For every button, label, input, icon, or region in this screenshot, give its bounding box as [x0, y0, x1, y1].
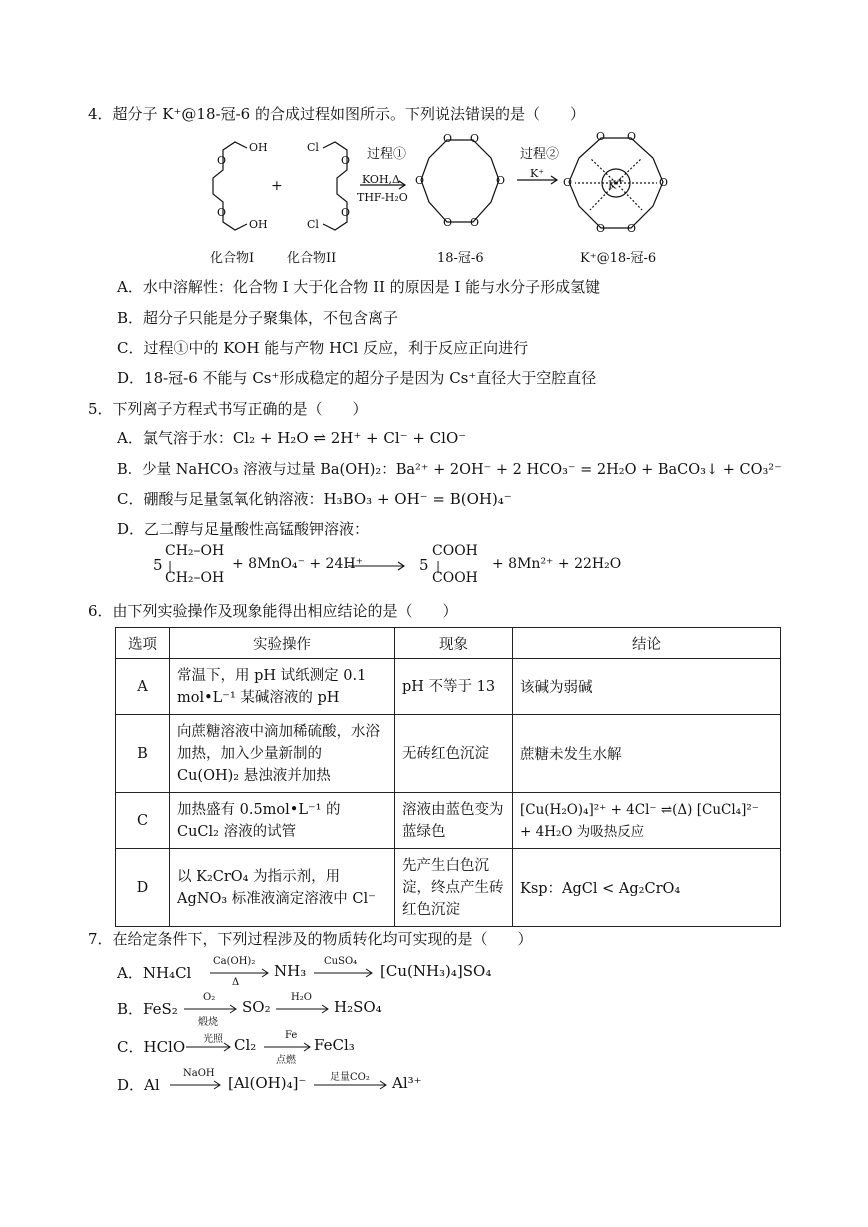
q5-option-d: D．乙二醇与足量酸性高锰酸钾溶液： — [117, 520, 370, 538]
label-compound-2: 化合物II — [287, 251, 337, 266]
q7-d-arrow1 — [170, 1080, 224, 1090]
table-cell: 常温下，用 pH 试纸测定 0.1 mol•L⁻¹ 某碱溶液的 pH — [170, 659, 395, 715]
label-18-crown-6: 18-冠-6 — [437, 251, 484, 266]
q7-a-s2: NH₃ — [274, 962, 307, 980]
q5-option-b: B．少量 NaHCO₃ 溶液与过量 Ba(OH)₂：Ba²⁺ + 2OH⁻ + 2 HCO₃⁻ = 2H₂O + BaCO₃↓ + CO₃²⁻ — [117, 462, 782, 478]
q5-option-c: C．硼酸与足量氢氧化钠溶液：H₃BO₃ + OH⁻ = B(OH)₄⁻ — [117, 490, 512, 508]
svg-text:O: O — [415, 174, 425, 187]
q7-b-s3: H₂SO₄ — [334, 998, 382, 1016]
q7-b-s2: SO₂ — [242, 998, 271, 1016]
step2-label: 过程② — [520, 147, 560, 162]
svg-text:Cl: Cl — [307, 141, 319, 154]
header-conclusion: 结论 — [513, 628, 781, 659]
table-cell: [Cu(H₂O)₄]²⁺ + 4Cl⁻ ⇌(Δ) [CuCl₄]²⁻ + 4H₂O 为吸热反应 — [513, 793, 781, 849]
svg-text:O: O — [563, 176, 573, 189]
q7-option-d: D．Al — [117, 1076, 160, 1094]
q7-c-arrow1 — [186, 1042, 234, 1052]
eq-ch2oh-top: CH₂–OH — [165, 543, 225, 559]
eq-reagents: + 8MnO₄⁻ + 24H⁺ — [232, 556, 363, 572]
svg-text:O: O — [496, 174, 506, 187]
table-cell: 该碱为弱碱 — [513, 659, 781, 715]
svg-text:O: O — [627, 130, 637, 143]
q7-c-arrow1-top: 光照 — [203, 1034, 223, 1045]
q7-b-arrow2 — [276, 1004, 332, 1014]
table-header-row — [116, 628, 781, 659]
svg-text:O: O — [470, 216, 480, 229]
svg-text:O: O — [341, 154, 351, 167]
q4-option-a: A．水中溶解性：化合物 I 大于化合物 II 的原因是 I 能与水分子形成氢键 — [117, 278, 601, 296]
q7-option-b: B．FeS₂ — [117, 1000, 178, 1018]
table-row — [116, 715, 781, 793]
q7-d-arrow2 — [314, 1080, 390, 1090]
table-cell: pH 不等于 13 — [395, 659, 513, 715]
q5-stem: 5．下列离子方程式书写正确的是（ ） — [88, 400, 368, 418]
q7-a-s3: [Cu(NH₃)₄]SO₄ — [380, 962, 492, 980]
table-cell: Ksp：AgCl < Ag₂CrO₄ — [513, 849, 781, 927]
eq-ch2oh-bottom: CH₂–OH — [165, 570, 225, 586]
svg-text:O: O — [217, 154, 227, 167]
q7-option-c: C．HClO — [117, 1038, 186, 1056]
svg-text:O: O — [596, 222, 606, 235]
header-phenomenon: 现象 — [395, 628, 513, 659]
header-option: 选项 — [116, 628, 170, 659]
svg-text:O: O — [596, 130, 606, 143]
step2-reagent: K⁺ — [530, 167, 545, 180]
q7-d-arrow1-top: NaOH — [183, 1068, 215, 1079]
q7-b-arrow2-top: H₂O — [291, 992, 312, 1003]
q7-b-arrow1-bottom: 煅烧 — [198, 1017, 218, 1028]
q7-a-arrow1-bottom: Δ — [232, 977, 240, 988]
svg-text:O: O — [659, 176, 669, 189]
table-row — [116, 849, 781, 927]
table-cell: B — [116, 715, 170, 793]
eq-products: + 8Mn²⁺ + 22H₂O — [492, 556, 622, 572]
table-cell: D — [116, 849, 170, 927]
q7-c-arrow2-top: Fe — [285, 1030, 298, 1041]
svg-text:O: O — [470, 132, 480, 145]
q6-table — [115, 627, 781, 927]
q7-d-s3: Al³⁺ — [392, 1074, 422, 1092]
q7-a-arrow1 — [210, 968, 272, 978]
table-cell: 溶液由蓝色变为蓝绿色 — [395, 793, 513, 849]
eq-coef-1: 5 — [153, 556, 163, 574]
q7-a-arrow2 — [314, 968, 376, 978]
svg-text:OH: OH — [249, 141, 268, 154]
plus-sign: + — [271, 178, 283, 194]
q7-stem: 7．在给定条件下，下列过程涉及的物质转化均可实现的是（ ） — [88, 930, 533, 948]
step1-solvent: THF-H₂O — [357, 191, 408, 204]
q7-c-s3: FeCl₃ — [314, 1036, 355, 1054]
label-k-complex: K⁺@18-冠-6 — [580, 251, 657, 266]
q7-a-arrow1-top: Ca(OH)₂ — [213, 956, 256, 967]
table-cell: 蔗糖未发生水解 — [513, 715, 781, 793]
svg-text:O: O — [627, 222, 637, 235]
q7-c-arrow2-bottom: 点燃 — [276, 1055, 296, 1066]
q7-option-a: A．NH₄Cl — [117, 964, 192, 982]
table-cell: 以 K₂CrO₄ 为指示剂，用 AgNO₃ 标准液滴定溶液中 Cl⁻ — [170, 849, 395, 927]
table-row — [116, 659, 781, 715]
label-compound-1: 化合物I — [210, 251, 255, 266]
q4-stem: 4．超分子 K⁺@18-冠-6 的合成过程如图所示。下列说法错误的是（ ） — [88, 105, 585, 123]
q7-b-arrow1-top: O₂ — [203, 992, 216, 1003]
table-cell: 先产生白色沉淀，终点产生砖红色沉淀 — [395, 849, 513, 927]
table-cell: 无砖红色沉淀 — [395, 715, 513, 793]
table-cell: A — [116, 659, 170, 715]
eq-cooh-top: COOH — [432, 543, 478, 559]
svg-text:Cl: Cl — [307, 218, 319, 231]
step1-label: 过程① — [367, 147, 407, 162]
svg-text:O: O — [443, 216, 453, 229]
svg-text:OH: OH — [249, 218, 268, 231]
eq-cooh-bottom: COOH — [432, 570, 478, 586]
table-cell: 向蔗糖溶液中滴加稀硫酸，水浴加热，加入少量新制的 Cu(OH)₂ 悬浊液并加热 — [170, 715, 395, 793]
q7-a-arrow2-top: CuSO₄ — [324, 956, 358, 967]
q6-stem: 6．由下列实验操作及现象能得出相应结论的是（ ） — [88, 602, 458, 620]
svg-text:O: O — [341, 206, 351, 219]
eq-arrow — [348, 561, 408, 571]
q7-d-arrow2-top: 足量CO₂ — [330, 1072, 370, 1083]
svg-text:O: O — [443, 132, 453, 145]
step1-condition: KOH,Δ — [362, 173, 400, 186]
q4-option-b: B．超分子只能是分子聚集体，不包含离子 — [117, 309, 399, 327]
q4-option-c: C．过程①中的 KOH 能与产物 HCl 反应，利于反应正向进行 — [117, 339, 529, 357]
header-operation: 实验操作 — [170, 628, 395, 659]
q5-option-a: A．氯气溶于水：Cl₂ + H₂O ⇌ 2H⁺ + Cl⁻ + ClO⁻ — [117, 429, 467, 447]
q7-d-s2: [Al(OH)₄]⁻ — [228, 1074, 307, 1092]
table-cell: 加热盛有 0.5mol•L⁻¹ 的 CuCl₂ 溶液的试管 — [170, 793, 395, 849]
table-cell: C — [116, 793, 170, 849]
table-row — [116, 793, 781, 849]
crown-ether-ring — [421, 140, 499, 222]
svg-text:O: O — [217, 206, 227, 219]
q7-c-s2: Cl₂ — [234, 1036, 257, 1054]
q4-option-d: D．18-冠-6 不能与 Cs⁺形成稳定的超分子是因为 Cs⁺直径大于空腔直径 — [117, 369, 597, 387]
eq-coef-2: 5 — [419, 556, 429, 574]
